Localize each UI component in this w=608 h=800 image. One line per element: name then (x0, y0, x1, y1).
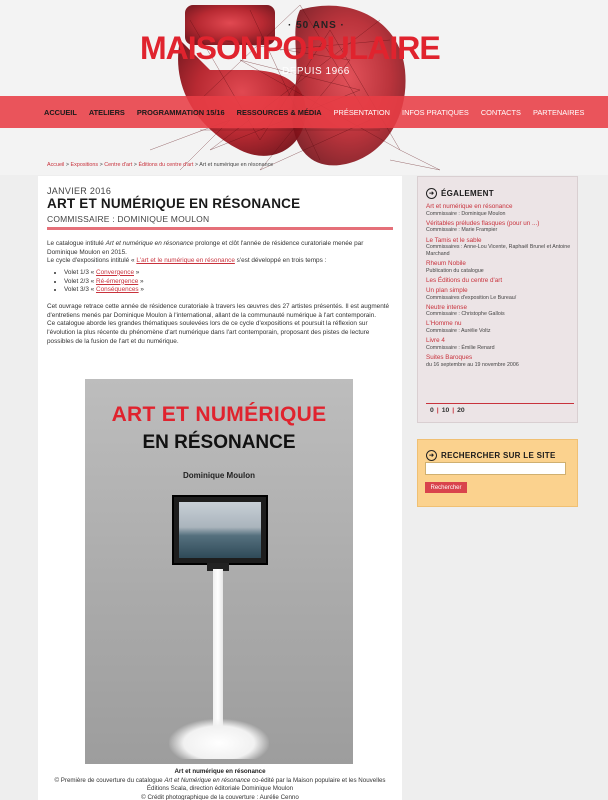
caption-copyright (47, 777, 393, 794)
site-logo[interactable]: MAISONPOPULAIRE (140, 30, 440, 66)
related-link[interactable]: L'Homme nu (426, 320, 462, 328)
search-input[interactable] (425, 462, 566, 475)
breadcrumb (47, 162, 273, 168)
related-sub: du 16 septembre au 19 novembre 2006 (426, 361, 519, 368)
breadcrumb-separator: > (98, 162, 105, 168)
nav-partenaires[interactable]: PARTENAIRES (532, 107, 585, 117)
cover-title-line1: ART ET NUMÉRIQUE (111, 403, 327, 426)
volets-list (64, 269, 393, 295)
list-item (426, 337, 574, 351)
breadcrumb-separator: > (132, 162, 139, 168)
breadcrumb-editions[interactable]: Éditions du centre d'art (138, 162, 194, 168)
pager-separator: | (436, 407, 439, 414)
list-item (426, 287, 574, 301)
related-sub: Commissaire : Dominique Moulon (426, 210, 506, 217)
nav-infos-pratiques[interactable]: INFOS PRATIQUES (402, 107, 469, 117)
list-item (426, 203, 574, 217)
breadcrumb-centre-art[interactable]: Centre d'art (104, 162, 133, 168)
breadcrumb-current: Art et numérique en résonance (199, 162, 274, 168)
related-link[interactable]: Livre 4 (426, 337, 445, 345)
list-item (426, 277, 574, 285)
cover-author: Dominique Moulon (183, 471, 255, 480)
text: co-édité par la Maison populaire et les Nouvelles Éditions Scala, direction éditoriale Dominique Moulon (146, 776, 386, 793)
related-sub: Commissaires d'exposition Le Bureau/ (426, 294, 517, 301)
text: prolonge et clôt l'année de résidence curatoriale menée par Dominique Moulon en 2015. (47, 240, 364, 256)
related-link[interactable]: Véritables préludes flasques (pour un ...) (426, 219, 540, 227)
volet-convergence-link[interactable]: Convergence (95, 268, 134, 276)
text: © Première de couverture du catalogue (54, 776, 165, 784)
related-link[interactable]: Rheum Nobile (426, 259, 466, 267)
breadcrumb-separator: > (193, 162, 200, 168)
paragraph-themes: Ce catalogue aborde les grandes thématiques soulevées lors de ce cycle d'expositions et poursuit la réflexion sur l'évolution la plus récente du phénomène d'art numérique dans l'art contemporain, proposant des pistes de lecture possibles de la fusion de l'art et du numérique. (47, 320, 370, 345)
caption-title: Art et numérique en résonance (174, 768, 266, 775)
article-body (47, 240, 393, 346)
text: Art et Numérique en résonance (164, 776, 251, 784)
list-item (426, 304, 574, 318)
arrow-right-circle-icon: ➜ (426, 450, 437, 461)
page-10[interactable]: 10 (441, 407, 450, 414)
nav-accueil[interactable]: ACCUEIL (44, 107, 77, 117)
list-item (426, 237, 574, 258)
painting-frame (172, 495, 268, 565)
main-nav (0, 96, 608, 128)
text: Le catalogue intitulé (47, 240, 106, 247)
site-header (0, 0, 608, 175)
since-label: DEPUIS 1966 (282, 66, 350, 77)
page-0[interactable]: 0 (430, 407, 434, 414)
nav-programmation[interactable]: PROGRAMMATION 15/16 (136, 107, 225, 117)
related-list (426, 203, 574, 371)
text: Volet 1/3 « (64, 268, 96, 276)
text: Volet 3/3 « (64, 286, 96, 294)
pager-divider (426, 403, 574, 404)
search-header (426, 450, 556, 461)
related-link[interactable]: Les Éditions du centre d'art (426, 276, 503, 284)
title-divider (47, 227, 393, 230)
list-item (426, 320, 574, 334)
list-item (64, 286, 393, 295)
egalement-header (426, 188, 494, 199)
breadcrumb-expositions[interactable]: Expositions (70, 162, 99, 168)
related-sub: Publication du catalogue (426, 267, 484, 274)
pager-separator: | (452, 407, 455, 414)
white-pile (169, 719, 269, 759)
paragraph-cycle (47, 257, 393, 266)
paragraph-intro (47, 240, 393, 257)
list-item (64, 269, 393, 278)
pagination (430, 407, 465, 414)
text: Le cycle d'expositions intitulé « (47, 257, 137, 265)
anniversary-label: · 50 ANS · (288, 20, 345, 31)
article-date: JANVIER 2016 (47, 186, 112, 196)
article (38, 176, 402, 800)
text: » (138, 277, 144, 285)
breadcrumb-separator: > (64, 162, 71, 168)
cover-title-line2: EN RÉSONANCE (142, 432, 296, 453)
paragraph-residence: Cet ouvrage retrace cette année de résidence curatoriale à travers les œuvres des 27 artistes présentés. Il est augmenté d'entretiens menés par Dominique Moulon à l'international, allant de la communauté numérique à l'art contemporain. (47, 303, 390, 319)
breadcrumb-accueil[interactable]: Accueil (47, 162, 65, 168)
article-title: ART ET NUMÉRIQUE EN RÉSONANCE (47, 196, 301, 211)
related-sub: Commissaire : Christophe Gallois (426, 311, 505, 318)
cycle-link[interactable]: L'art et le numérique en résonance (136, 257, 235, 265)
related-link[interactable]: Un plan simple (426, 286, 468, 294)
egalement-box (417, 176, 578, 423)
page-20[interactable]: 20 (457, 407, 465, 414)
search-title: RECHERCHER SUR LE SITE (441, 451, 556, 460)
nav-presentation[interactable]: PRÉSENTATION (333, 107, 391, 117)
search-button[interactable]: Rechercher (425, 482, 467, 493)
arrow-right-circle-icon: ➜ (426, 188, 437, 199)
catalogue-cover-image[interactable] (85, 379, 353, 764)
list-item (426, 354, 574, 368)
nav-ateliers[interactable]: ATELIERS (88, 107, 125, 117)
article-subtitle: COMMISSAIRE : DOMINIQUE MOULON (47, 214, 210, 224)
related-sub: Commissaire : Marie Frampier (426, 227, 498, 234)
catalogue-title: Art et numérique en résonance (105, 240, 194, 247)
volet-reemergence-link[interactable]: Ré-émergence (95, 277, 139, 285)
text: » (134, 268, 140, 276)
related-link[interactable]: Neutre intense (426, 303, 467, 311)
related-link[interactable]: Le Tamis et le sable (426, 236, 482, 244)
list-item (426, 220, 574, 234)
nav-ressources-media[interactable]: RESSOURCES & MÉDIA (236, 107, 322, 117)
related-sub: Commissaire : Aurélie Voltz (426, 328, 491, 335)
related-link[interactable]: Art et numérique en résonance (426, 203, 513, 210)
text: » (138, 286, 144, 294)
white-tube (213, 569, 223, 729)
related-sub: Commissaire : Émilie Renard (426, 344, 495, 351)
nav-contacts[interactable]: CONTACTS (480, 107, 521, 117)
image-caption (47, 768, 393, 800)
list-item (64, 278, 393, 287)
caption-photo-credit: © Crédit photographique de la couverture : Aurélie Cenno (141, 793, 299, 800)
list-item (426, 260, 574, 274)
text: Volet 2/3 « (64, 277, 96, 285)
seascape-painting (179, 502, 261, 558)
egalement-title: ÉGALEMENT (441, 189, 494, 198)
text: s'est développé en trois temps : (234, 257, 327, 265)
related-sub: Commissaires : Anne-Lou Vicente, Raphaël Brunel et Antoine Marchand (426, 244, 571, 257)
related-link[interactable]: Suites Baroques (426, 354, 473, 362)
volet-consequences-link[interactable]: Conséquences (95, 286, 139, 294)
